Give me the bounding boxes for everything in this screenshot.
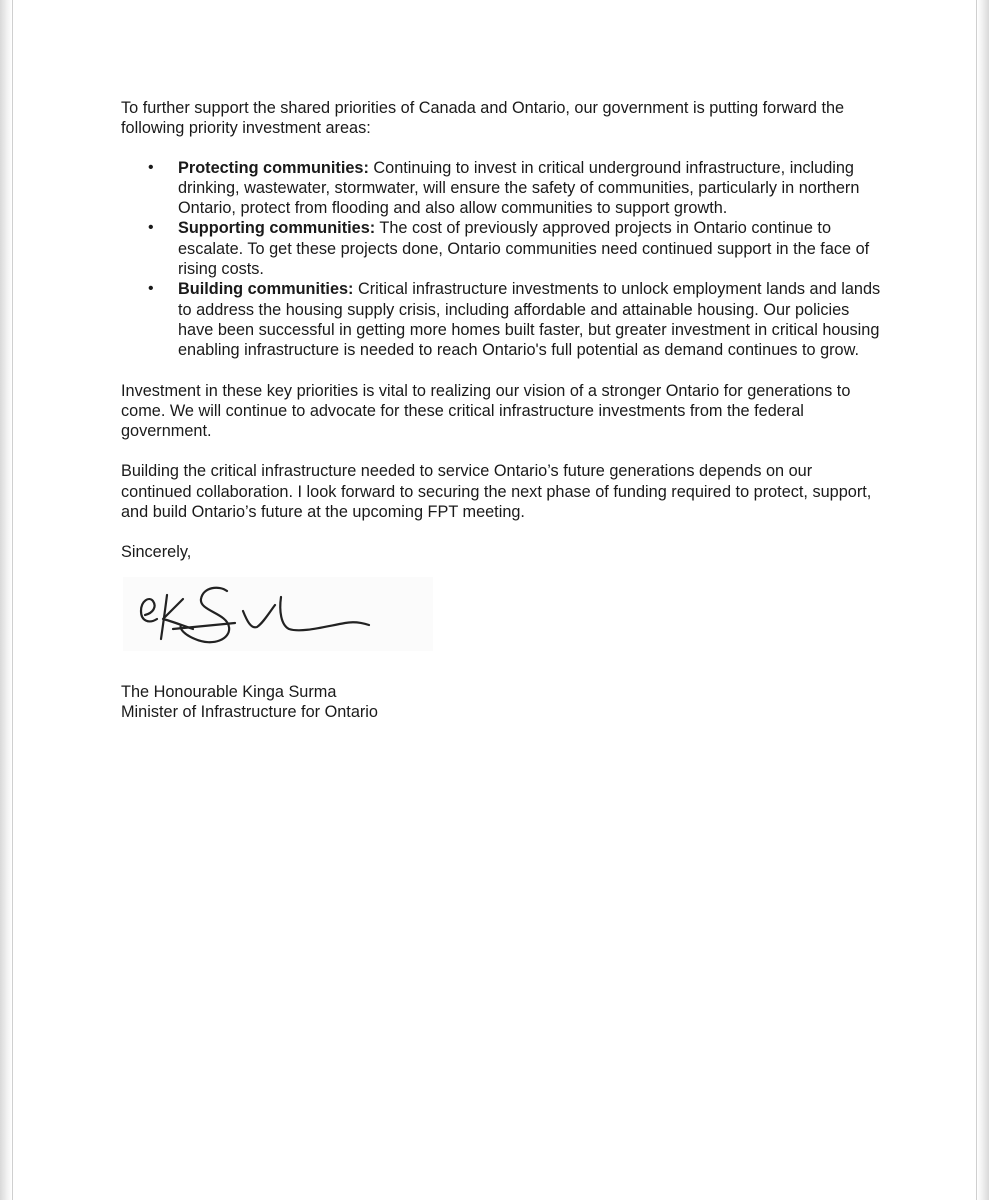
bullet-heading: Building communities: [178,280,354,299]
bullet-heading: Supporting communities: [178,219,376,238]
closing-salutation: Sincerely, [121,543,192,562]
signature-icon [123,577,433,651]
priority-list [121,158,881,361]
bullet-icon: • [148,280,154,298]
bullet-heading: Protecting communities: [178,158,369,177]
list-item [121,218,881,279]
bullet-text: Critical infrastructure investments to unlock employment lands and lands to address the housing supply crisis, including affordable and attainable housing. Our policies have been successful in getting more homes built faster, but greater investment in critical housing enabling infrastructure is needed to reach Ontario's full potential as demand continues to grow. [178,280,881,360]
signature-image [123,577,433,651]
list-item [121,279,881,360]
paragraph-collaboration: Building the critical infrastructure needed to service Ontario’s future generations depends on our continued collaboration. I look forward to securing the next phase of funding required to protect, support, and build Ontario’s future at the upcoming FPT meeting. [121,462,872,522]
intro-paragraph: To further support the shared priorities of Canada and Ontario, our government is putting forward the following priority investment areas: [121,99,845,138]
letter-body [121,98,881,722]
page-edge-right [976,0,989,1200]
bullet-icon: • [148,219,154,237]
bullet-text: Continuing to invest in critical underground infrastructure, including drinking, wastewater, stormwater, will ensure the safety of communities, particularly in northern Ontario, protect from flooding and also allow communities to support growth. [178,158,860,218]
signatory-name: The Honourable Kinga Surma [121,682,337,701]
signatory-title: Minister of Infrastructure for Ontario [121,702,378,721]
bullet-text: The cost of previously approved projects in Ontario continue to escalate. To get these projects done, Ontario communities need continued support in the face of rising costs. [178,219,870,279]
bullet-icon: • [148,158,154,176]
page-edge-left [0,0,13,1200]
paragraph-advocacy: Investment in these key priorities is vital to realizing our vision of a stronger Ontario for generations to come. We will continue to advocate for these critical infrastructure investments from the federal government. [121,381,851,441]
list-item [121,158,881,219]
